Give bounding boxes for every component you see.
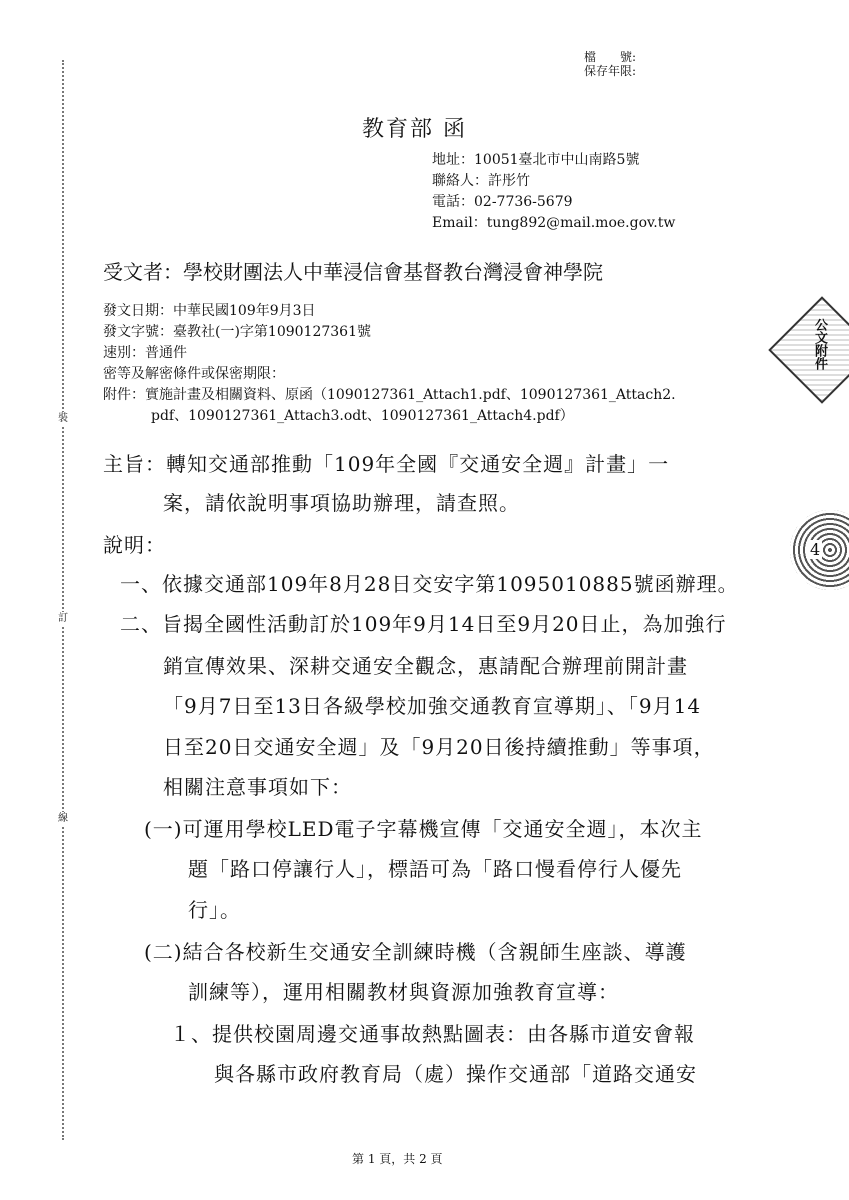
attachment-stamp-icon xyxy=(768,296,849,403)
sub-item-1-line: 題「路口停讓行人」，標語可為「路口慢看停行人優先 xyxy=(188,857,682,881)
sub-item-2-line: (二)結合各校新生交通安全訓練時機（含親師生座談、導護 xyxy=(144,940,687,964)
explanation-item-2-line: 日至20日交通安全週」及「9月20日後持續推動」等事項， xyxy=(163,735,715,759)
attachments-line-2: pdf、1090127361_Attach3.odt、1090127361_Attach4.pdf） xyxy=(151,408,574,424)
attachment-stamp-text: 公文附件 xyxy=(812,318,827,370)
binding-mark-zhuang: 裝 xyxy=(58,413,68,424)
sub-item-2-line: 訓練等），運用相關教材與資源加強教育宣導： xyxy=(188,980,619,1004)
recipient: 受文者：學校財團法人中華浸信會基督教台灣浸會神學院 xyxy=(103,260,603,284)
email-address: Email：tung892@mail.moe.gov.tw xyxy=(432,215,676,231)
contact-person: 聯絡人：許彤竹 xyxy=(432,173,530,189)
subject-line-1: 主旨：轉知交通部推動「109年全國『交通安全週』計畫」一 xyxy=(103,452,670,476)
binding-dotted-line xyxy=(62,60,64,1140)
subject-line-2: 案，請依說明事項協助辦理，請查照。 xyxy=(163,491,520,515)
file-number-label: 檔 號: xyxy=(584,50,637,64)
sub-item-1-line: (一)可運用學校LED電子字幕機宣傳「交通安全週」，本次主 xyxy=(144,817,703,841)
sub-item-1-line: 行」。 xyxy=(188,898,241,922)
attachments-line-1: 附件：實施計畫及相關資料、原函（1090127361_Attach1.pdf、1090127361_Attach2. xyxy=(103,387,676,403)
retention-label: 保存年限: xyxy=(584,64,637,78)
page-seal-number: 4 xyxy=(810,540,821,559)
binding-mark-ding: 訂 xyxy=(58,613,68,624)
explanation-heading: 說明： xyxy=(103,533,166,557)
priority: 速別：普通件 xyxy=(103,345,187,361)
page-footer: 第 1 頁，共 2 頁 xyxy=(352,1152,443,1166)
explanation-item-2-line: 二、旨揭全國性活動訂於109年9月14日至9月20日止，為加強行 xyxy=(120,612,727,636)
sender-address: 地址：10051臺北市中山南路5號 xyxy=(432,152,640,168)
explanation-item-2-line: 銷宣傳效果、深耕交通安全觀念，惠請配合辦理前開計畫 xyxy=(163,654,688,678)
issue-date: 發文日期：中華民國109年9月3日 xyxy=(103,303,316,319)
document-title: 教育部 函 xyxy=(362,117,467,142)
explanation-item-1: 一、依據交通部109年8月28日交安字第1095010885號函辦理。 xyxy=(120,572,739,596)
classification: 密等及解密條件或保密期限： xyxy=(103,366,285,382)
binding-mark-xian: 線 xyxy=(58,813,68,824)
document-number: 發文字號：臺教社(一)字第1090127361號 xyxy=(103,324,371,340)
explanation-item-2-line: 「9月7日至13日各級學校加強交通教育宣導期」、「9月14 xyxy=(163,694,702,718)
sub-item-2-point-line: １、提供校園周邊交通事故熱點圖表：由各縣市道安會報 xyxy=(170,1022,695,1046)
phone-number: 電話：02-7736-5679 xyxy=(432,194,573,210)
sub-item-2-point-line: 與各縣市政府教育局（處）操作交通部「道路交通安 xyxy=(214,1062,697,1086)
explanation-item-2-line: 相關注意事項如下： xyxy=(163,775,352,799)
